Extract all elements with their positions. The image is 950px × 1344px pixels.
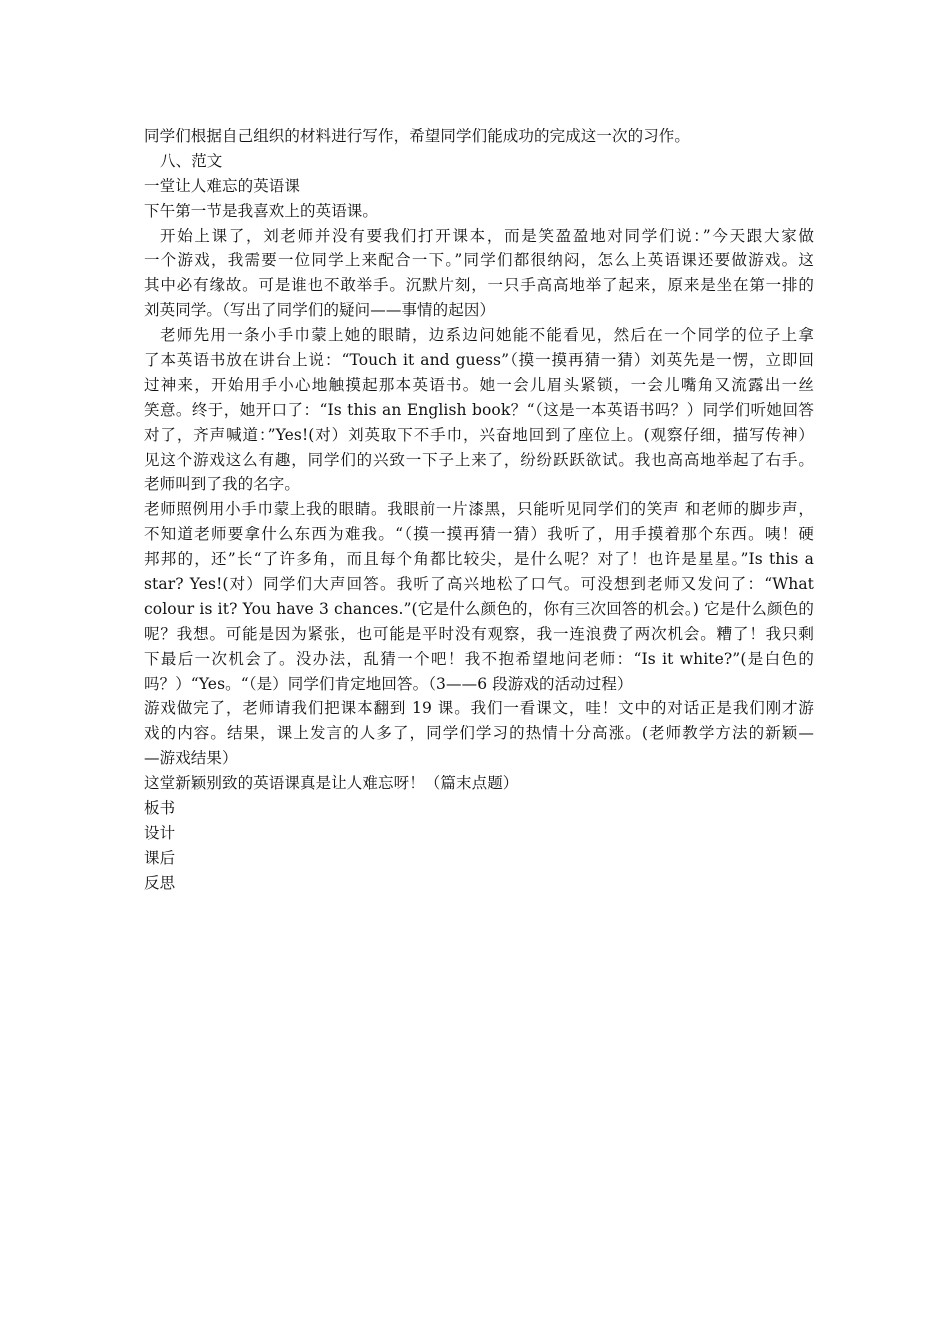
text-line: 同学们根据自己组织的材料进行写作，希望同学们能成功的完成这一次的习作。 [144,127,691,145]
text-line: 老师先用一条小手巾蒙上她的眼睛，边系边问她能不能看见，然后在一个同学的位子上拿 [160,326,814,345]
text-line: 吗？）“Yes。“（是）同学们肯定地回答。（3——6 段游戏的活动过程） [144,674,633,693]
text-line: 对了，齐声喊道：”Yes!(对）刘英取下不手巾，兴奋地回到了座位上。(观察仔细，描写传神） [144,425,814,444]
reflection-label: 反思 [144,873,176,892]
text-line: star? Yes!(对）同学们大声回答。我听了高兴地松了口气。可没想到老师又发问了：“What [144,575,814,594]
text-line: 了本英语书放在讲台上说：“Touch it and guess”（摸一摸再猜一猜）刘英先是一愣，立即回 [144,351,814,370]
text-line: 其中必有缘故。可是谁也不敢举手。沉默片刻，一只手高高地举了起来，原来是坐在第一排的 [144,276,814,295]
text-line: 一个游戏，我需要一位同学上来配合一下。”同学们都很纳闷，怎么上英语课还要做游戏。这 [144,251,814,270]
text-line: 开始上课了，刘老师并没有要我们打开课本，而是笑盈盈地对同学们说：”今天跟大家做 [160,226,814,245]
board-label: 板书 [144,799,176,818]
section-heading: 八、范文 [160,151,223,170]
text-line: 下最后一次机会了。没办法，乱猜一个吧！我不抱希望地问老师：“Is it white?”(是白色的 [144,649,814,668]
text-line: 下午第一节是我喜欢上的英语课。 [144,201,379,220]
text-line: 戏的内容。结果，课上发言的人多了，同学们学习的热情十分高涨。(老师教学方法的新颖— [144,724,814,743]
essay-title: 一堂让人难忘的英语课 [144,176,301,195]
text-line: 这堂新颖别致的英语课真是让人难忘呀！（篇末点题） [144,774,519,793]
after-class-label: 课后 [144,848,176,867]
document-body [144,124,814,896]
text-line: 老师叫到了我的名字。 [144,475,301,494]
text-line: 邦邦的，还”长“了许多角，而且每个角都比较尖，是什么呢？对了！也许是星星。”Is this a [144,550,814,569]
text-line: 过神来，开始用手小心地触摸起那本英语书。她一会儿眉头紧锁，一会儿嘴角又流露出一丝 [144,375,814,394]
text-line: 游戏做完了，老师请我们把课本翻到 19 课。我们一看课文，哇！文中的对话正是我们刚才游 [144,699,814,718]
text-line: —游戏结果） [144,749,238,768]
text-line: 老师照例用小手巾蒙上我的眼睛。我眼前一片漆黑，只能听见同学们的笑声 和老师的脚步声， [144,500,814,519]
text-line: 呢？我想。可能是因为紧张，也可能是平时没有观察，我一连浪费了两次机会。糟了！我只剩 [144,624,814,643]
text-line: colour is it? You have 3 chances.”(它是什么颜色的，你有三次回答的机会。) 它是什么颜色的 [144,599,814,618]
text-line: 笑意。终于，她开口了：“Is this an English book？“（这是一本英语书吗？）同学们听她回答 [144,400,814,419]
text-line: 见这个游戏这么有趣，同学们的兴致一下子上来了，纷纷跃跃欲试。我也高高地举起了右手。 [144,450,814,469]
text-line: 不知道老师要拿什么东西为难我。“（摸一摸再猜一猜）我听了，用手摸着那个东西。咦！硬 [144,525,814,544]
design-label: 设计 [144,823,176,842]
text-line: 刘英同学。（写出了同学们的疑问——事情的起因） [144,301,496,320]
